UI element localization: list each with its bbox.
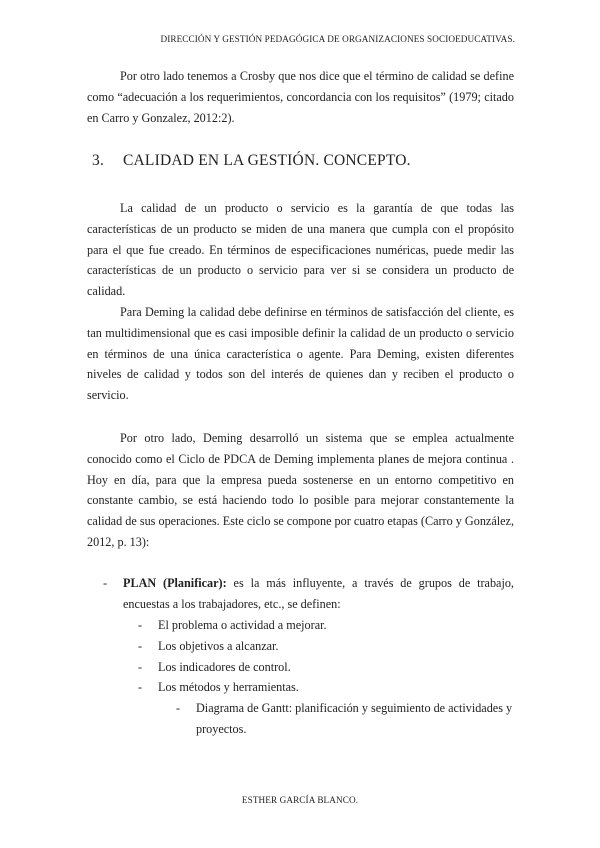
list-item xyxy=(138,657,327,678)
list-item xyxy=(138,677,327,698)
running-header: DIRECCIÓN Y GESTIÓN PEDAGÓGICA DE ORGANIZACIONES SOCIOEDUCATIVAS. xyxy=(160,34,515,44)
list-item-text: Los métodos y herramientas. xyxy=(158,680,299,695)
bullet-dash: - xyxy=(138,680,143,695)
list-item xyxy=(176,698,514,740)
list-item-text: El problema o actividad a mejorar. xyxy=(158,618,327,632)
section-number: 3. xyxy=(92,152,105,169)
running-footer: ESTHER GARCÍA BLANCO. xyxy=(241,795,359,805)
methods-sub-list xyxy=(176,698,514,740)
paragraph-pdca-cycle: Por otro lado, Deming desarrolló un sistema que se emplea actualmente conocido como el Ciclo de PDCA de Deming implementa planes de mejora continua . Hoy en día, para que la empresa pueda sostenerse en un entorno competitivo en constante cambio, se está haciendo todo lo posible para mejorar constantemente la calidad de sus operaciones. Este ciclo se compone por cuatro etapas (Carro y González, 2012, p. 13): xyxy=(87,431,514,549)
bullet-dash: - xyxy=(138,659,143,674)
list-item-text: Diagrama de Gantt: planificación y seguimiento de actividades y proyectos. xyxy=(196,701,513,736)
paragraph-crosby: Por otro lado tenemos a Crosby que nos dice que el término de calidad se define como “adecuación a los requerimientos, concordancia con los requisitos” (1979; citado en Carro y Gonzalez, 2012:2). xyxy=(87,69,514,125)
list-item-text: Los indicadores de control. xyxy=(158,659,291,674)
pdca-list xyxy=(103,573,514,615)
paragraph-deming-quality: Para Deming la calidad debe definirse en términos de satisfacción del cliente, es tan multidimensional que es casi imposible definir la calidad de un producto o servicio en términos de una única característica o agente. Para Deming, existen diferentes niveles de calidad y todos son del interés de quienes dan y reciben el producto o servicio. xyxy=(87,305,514,403)
list-item-text: Los objetivos a alcanzar. xyxy=(158,638,279,653)
plan-label: PLAN (Planificar): xyxy=(123,576,227,590)
bullet-dash: - xyxy=(138,638,143,653)
list-item xyxy=(138,615,327,636)
bullet-dash: - xyxy=(138,618,143,632)
bullet-dash: - xyxy=(103,576,108,590)
bullet-dash: - xyxy=(176,701,181,715)
paragraph-quality-definition: La calidad de un producto o servicio es la garantía de que todas las características de un producto se miden de una manera que cumpla con el propósito para el que fue creado. En términos de especificaciones numéricas, puede medir las características de un producto o servicio para ver si se considera un producto de calidad. xyxy=(87,201,514,299)
plan-sub-list xyxy=(138,615,327,698)
section-heading xyxy=(92,152,411,170)
list-item-plan xyxy=(103,573,514,615)
plan-description: es la más influyente, a través de grupos de trabajo, encuestas a los trabajadores, etc., se definen: xyxy=(123,576,514,611)
section-title: CALIDAD EN LA GESTIÓN. CONCEPTO. xyxy=(123,152,411,169)
list-item xyxy=(138,636,327,657)
